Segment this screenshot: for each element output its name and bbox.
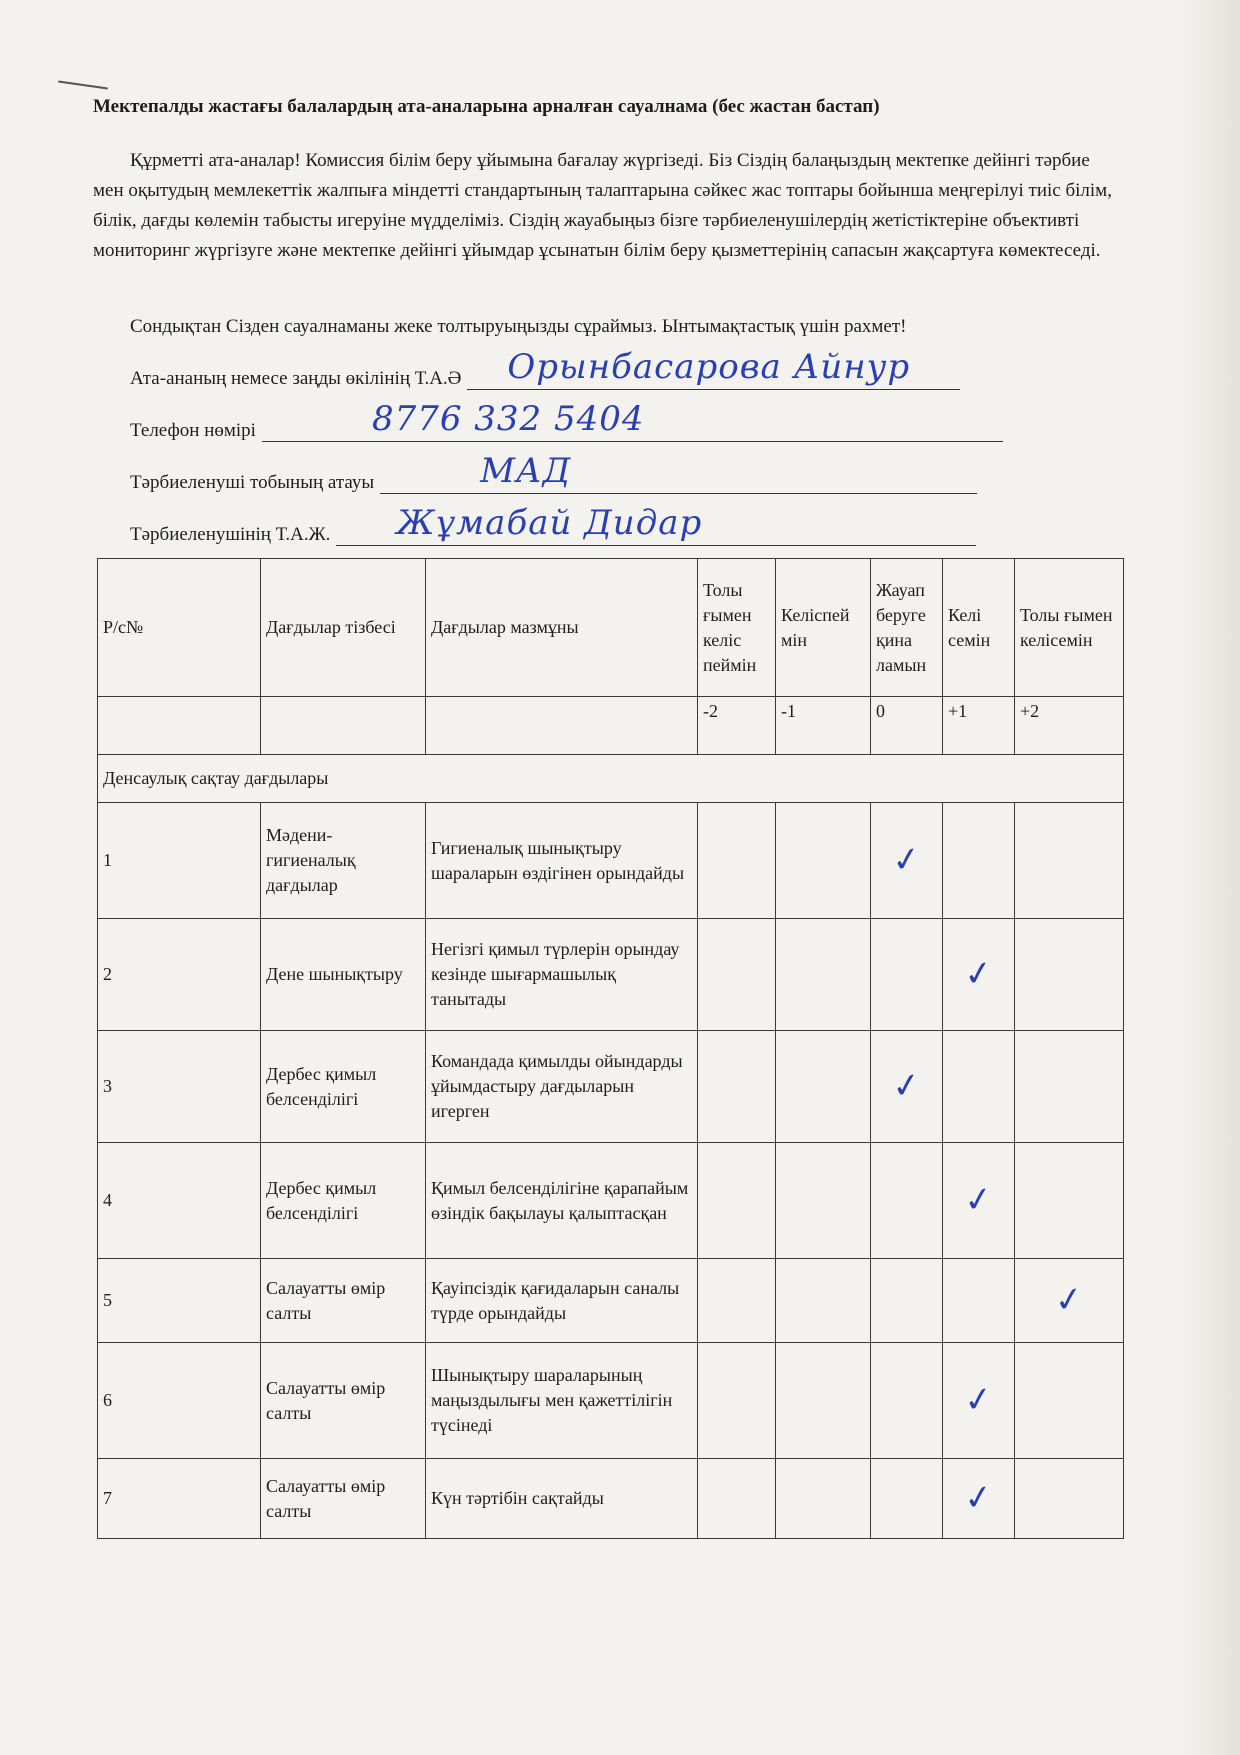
table-row <box>98 1343 1124 1459</box>
parent-name-line <box>467 347 960 390</box>
rating-cell[interactable] <box>1015 1031 1124 1143</box>
rating-cell[interactable] <box>698 1343 776 1459</box>
rating-cell[interactable] <box>943 1031 1015 1143</box>
rating-cell[interactable] <box>698 803 776 919</box>
pen-stroke <box>58 81 108 90</box>
survey-table <box>97 558 1124 1539</box>
rating-cell[interactable] <box>943 919 1015 1031</box>
checkmark-icon: ✓ <box>889 1064 924 1108</box>
row-content: Қимыл белсенділігіне қарапайым өзіндік бақылауы қалыптасқан <box>426 1143 698 1259</box>
row-content: Негізгі қимыл түрлерін орындау кезінде шығармашылық танытады <box>426 919 698 1031</box>
row-number: 7 <box>98 1459 261 1539</box>
table-row <box>98 1143 1124 1259</box>
header-rating-3: Жауап беруге қина ламын <box>871 559 943 697</box>
child-name-value: Жұмабай Дидар <box>396 503 703 543</box>
row-skill: Дербес қимыл белсенділігі <box>261 1031 426 1143</box>
parent-name-value: Орынбасарова Айнур <box>507 347 911 387</box>
rating-cell[interactable] <box>871 1143 943 1259</box>
group-value: МАД <box>480 451 572 491</box>
rating-cell[interactable] <box>943 1459 1015 1539</box>
score-value: 0 <box>871 697 943 755</box>
score-value: -1 <box>776 697 871 755</box>
header-rating-5: Толы ғымен келісемін <box>1015 559 1124 697</box>
table-row <box>98 1031 1124 1143</box>
child-name-line <box>336 503 976 546</box>
row-skill: Дене шынықтыру <box>261 919 426 1031</box>
rating-cell[interactable] <box>871 919 943 1031</box>
rating-cell[interactable] <box>1015 1259 1124 1343</box>
rating-cell[interactable] <box>776 919 871 1031</box>
phone-field <box>130 399 1003 442</box>
rating-cell[interactable] <box>698 1031 776 1143</box>
rating-cell[interactable] <box>871 1459 943 1539</box>
header-row <box>98 559 1124 697</box>
group-label: Тәрбиеленуші тобының атауы <box>130 472 375 493</box>
row-skill: Салауатты өмір салты <box>261 1343 426 1459</box>
rating-cell[interactable] <box>1015 803 1124 919</box>
rating-cell[interactable] <box>776 1143 871 1259</box>
row-number: 1 <box>98 803 261 919</box>
rating-cell[interactable] <box>871 803 943 919</box>
score-value: +1 <box>943 697 1015 755</box>
checkmark-icon: ✓ <box>961 1476 996 1520</box>
rating-cell[interactable] <box>1015 1343 1124 1459</box>
checkmark-icon: ✓ <box>889 838 924 882</box>
phone-line <box>262 399 1003 442</box>
child-name-label: Тәрбиеленушінің Т.А.Ж. <box>130 524 331 545</box>
phone-value: 8776 332 5404 <box>371 399 645 439</box>
table-row <box>98 919 1124 1031</box>
row-content: Командада қимылды ойындарды ұйымдастыру дағдыларын игерген <box>426 1031 698 1143</box>
rating-cell[interactable] <box>871 1343 943 1459</box>
row-number: 3 <box>98 1031 261 1143</box>
page-edge-shadow <box>1180 0 1240 1755</box>
table-row <box>98 1259 1124 1343</box>
rating-cell[interactable] <box>943 1259 1015 1343</box>
rating-cell[interactable] <box>776 1343 871 1459</box>
row-content: Күн тәртібін сақтайды <box>426 1459 698 1539</box>
section-title: Денсаулық сақтау дағдылары <box>98 755 1124 803</box>
rating-cell[interactable] <box>776 1459 871 1539</box>
group-line <box>380 451 977 494</box>
group-field <box>130 451 977 494</box>
rating-cell[interactable] <box>698 1259 776 1343</box>
score-row <box>98 697 1124 755</box>
score-value: +2 <box>1015 697 1124 755</box>
rating-cell[interactable] <box>698 1143 776 1259</box>
rating-cell[interactable] <box>698 1459 776 1539</box>
row-number: 5 <box>98 1259 261 1343</box>
row-content: Қауіпсіздік қағидаларын саналы түрде орындайды <box>426 1259 698 1343</box>
parent-name-field <box>130 347 960 390</box>
rating-cell[interactable] <box>871 1259 943 1343</box>
row-number: 2 <box>98 919 261 1031</box>
row-skill: Салауатты өмір салты <box>261 1459 426 1539</box>
row-number: 6 <box>98 1343 261 1459</box>
header-rating-2: Келіспей мін <box>776 559 871 697</box>
rating-cell[interactable] <box>943 1343 1015 1459</box>
thanks-paragraph: Сондықтан Сізден сауалнаманы жеке толтыруыңызды сұраймыз. Ынтымақтастық үшін рахмет! <box>130 316 907 337</box>
rating-cell[interactable] <box>943 1143 1015 1259</box>
rows-body <box>98 803 1124 1539</box>
score-value: -2 <box>698 697 776 755</box>
header-skill: Дағдылар тізбесі <box>261 559 426 697</box>
phone-label: Телефон нөмірі <box>130 420 256 441</box>
rating-cell[interactable] <box>1015 1143 1124 1259</box>
header-num: Р/с№ <box>98 559 261 697</box>
rating-cell[interactable] <box>871 1031 943 1143</box>
checkmark-icon: ✓ <box>1052 1278 1086 1322</box>
rating-cell[interactable] <box>698 919 776 1031</box>
checkmark-icon: ✓ <box>961 1378 996 1422</box>
rating-cell[interactable] <box>1015 1459 1124 1539</box>
rating-cell[interactable] <box>776 803 871 919</box>
document-title: Мектепалды жастағы балалардың ата-аналарына арналған сауалнама (бес жастан бастап) <box>93 96 880 117</box>
row-number: 4 <box>98 1143 261 1259</box>
parent-name-label: Ата-ананың немесе заңды өкілінің Т.А.Ә <box>130 368 462 389</box>
row-content: Шынықтыру шараларының маңыздылығы мен қажеттілігін түсінеді <box>426 1343 698 1459</box>
row-skill: Салауатты өмір салты <box>261 1259 426 1343</box>
table-row <box>98 1459 1124 1539</box>
row-skill: Мәдени-гигиеналық дағдылар <box>261 803 426 919</box>
child-name-field <box>130 503 976 546</box>
intro-paragraph: Құрметті ата-аналар! Комиссия білім беру ұйымына бағалау жүргізеді. Біз Сіздің балаңыздың мектепке дейінгі тәрбие мен оқытудың мемлекеттік жалпыға міндетті стандартының талаптарына сәйкес жас топтары бойынша меңгерілуі тиіс білім, білік, дағды көлемін табысты игеруіне мүдделіміз. Сіздің жауабыңыз бізге тәрбиеленушілердің жетістіктеріне объективті мониторинг жүргізуге және мектепке дейінгі ұйымдар ұсынатын білім беру қызметтерінің сапасын жақсартуға көмектеседі. <box>93 150 1112 261</box>
rating-cell[interactable] <box>943 803 1015 919</box>
rating-cell[interactable] <box>776 1031 871 1143</box>
checkmark-icon: ✓ <box>961 952 996 996</box>
header-rating-1: Толы ғымен келіс пеймін <box>698 559 776 697</box>
header-content: Дағдылар мазмұны <box>426 559 698 697</box>
rating-cell[interactable] <box>776 1259 871 1343</box>
header-rating-4: Келі семін <box>943 559 1015 697</box>
row-content: Гигиеналық шынықтыру шараларын өздігінен орындайды <box>426 803 698 919</box>
row-skill: Дербес қимыл белсенділігі <box>261 1143 426 1259</box>
checkmark-icon: ✓ <box>961 1178 996 1222</box>
rating-cell[interactable] <box>1015 919 1124 1031</box>
section-row <box>98 755 1124 803</box>
table-row <box>98 803 1124 919</box>
